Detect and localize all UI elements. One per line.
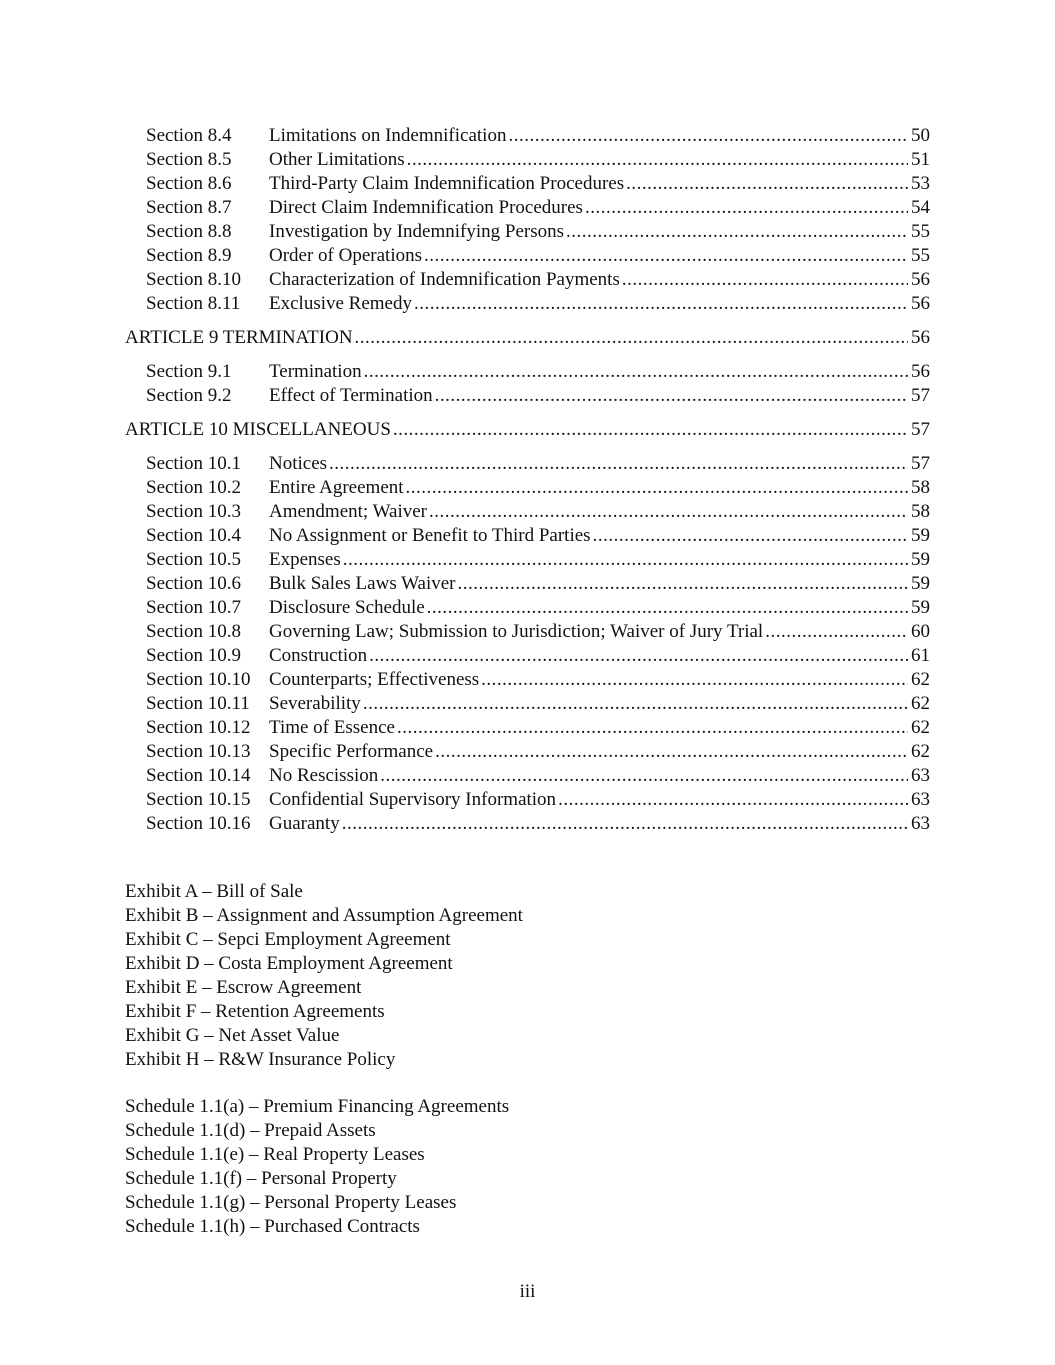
section-title: Specific Performance: [269, 741, 434, 762]
section-number: Section 10.1: [146, 453, 241, 474]
section-title: No Assignment or Benefit to Third Parties: [269, 525, 591, 546]
dot-leader: [508, 124, 908, 148]
toc-entry: [146, 220, 930, 244]
dot-leader: [558, 788, 908, 812]
exhibit-item: Exhibit H – R&W Insurance Policy: [125, 1049, 396, 1070]
toc-entry: [146, 692, 930, 716]
page-ref: 54: [911, 197, 930, 218]
dot-leader: [626, 172, 908, 196]
section-title: Expenses: [269, 549, 341, 570]
section-title: Amendment; Waiver: [269, 501, 427, 522]
page-ref: 53: [911, 173, 930, 194]
dot-leader: [427, 596, 908, 620]
section-title: Exclusive Remedy: [269, 293, 412, 314]
article-title: ARTICLE 10 MISCELLANEOUS: [125, 419, 391, 440]
page-ref: 59: [911, 573, 930, 594]
dot-leader: [435, 740, 908, 764]
toc-entry: [146, 620, 930, 644]
page-ref: 59: [911, 525, 930, 546]
section-number: Section 10.6: [146, 573, 241, 594]
dot-leader: [407, 148, 908, 172]
dot-leader: [414, 292, 908, 316]
section-number: Section 10.11: [146, 693, 250, 714]
toc-entry: [146, 244, 930, 268]
section-title: Termination: [269, 361, 362, 382]
toc-entry: [146, 196, 930, 220]
page-ref: 56: [911, 327, 930, 348]
page-ref: 63: [911, 765, 930, 786]
page-ref: 62: [911, 741, 930, 762]
schedule-item: Schedule 1.1(a) – Premium Financing Agreements: [125, 1096, 510, 1117]
dot-leader: [424, 244, 908, 268]
section-number: Section 10.16: [146, 813, 251, 834]
page-ref: 60: [911, 621, 930, 642]
dot-leader: [355, 326, 908, 350]
page-ref: 63: [911, 789, 930, 810]
schedule-item: Schedule 1.1(d) – Prepaid Assets: [125, 1120, 376, 1141]
toc-entry: [146, 360, 930, 384]
page-ref: 59: [911, 549, 930, 570]
section-title: Bulk Sales Laws Waiver: [269, 573, 456, 594]
toc-entry: [146, 500, 930, 524]
schedule-item: Schedule 1.1(f) – Personal Property: [125, 1168, 397, 1189]
toc-entry: [146, 716, 930, 740]
section-number: Section 10.5: [146, 549, 241, 570]
page-ref: 57: [911, 419, 930, 440]
toc-entry: [146, 172, 930, 196]
section-number: Section 10.8: [146, 621, 241, 642]
section-title: Third-Party Claim Indemnification Procedures: [269, 173, 625, 194]
section-number: Section 8.11: [146, 293, 241, 314]
section-title: Entire Agreement: [269, 477, 404, 498]
toc-entry: [146, 764, 930, 788]
section-title: Severability: [269, 693, 361, 714]
dot-leader: [622, 268, 908, 292]
toc-entry: [146, 740, 930, 764]
page-ref: 62: [911, 669, 930, 690]
section-title: Governing Law; Submission to Jurisdiction; Waiver of Jury Trial: [269, 621, 764, 642]
section-number: Section 10.4: [146, 525, 241, 546]
page-ref: 59: [911, 597, 930, 618]
toc-entry: [146, 476, 930, 500]
section-number: Section 10.13: [146, 741, 251, 762]
dot-leader: [329, 452, 908, 476]
section-title: Direct Claim Indemnification Procedures: [269, 197, 583, 218]
section-number: Section 10.7: [146, 597, 241, 618]
page-ref: 51: [911, 149, 930, 170]
section-number: Section 10.14: [146, 765, 251, 786]
dot-leader: [342, 812, 908, 836]
exhibit-item: Exhibit F – Retention Agreements: [125, 1001, 385, 1022]
dot-leader: [458, 572, 908, 596]
section-title: Disclosure Schedule: [269, 597, 425, 618]
section-number: Section 10.9: [146, 645, 241, 666]
page-ref: 61: [911, 645, 930, 666]
toc-entry: [146, 452, 930, 476]
section-number: Section 10.12: [146, 717, 251, 738]
toc-entry: [146, 644, 930, 668]
dot-leader: [364, 360, 908, 384]
page-ref: 63: [911, 813, 930, 834]
exhibit-item: Exhibit G – Net Asset Value: [125, 1025, 340, 1046]
dot-leader: [406, 476, 908, 500]
toc-entry: [146, 524, 930, 548]
toc-entry: [146, 148, 930, 172]
section-title: Counterparts; Effectiveness: [269, 669, 480, 690]
section-number: Section 8.10: [146, 269, 241, 290]
section-number: Section 10.3: [146, 501, 241, 522]
page-ref: 50: [911, 125, 930, 146]
page-ref: 57: [911, 453, 930, 474]
section-number: Section 8.4: [146, 125, 232, 146]
section-number: Section 8.5: [146, 149, 232, 170]
toc-entry: [146, 596, 930, 620]
dot-leader: [481, 668, 908, 692]
section-title: Characterization of Indemnification Payments: [269, 269, 620, 290]
page-ref: 62: [911, 693, 930, 714]
section-number: Section 10.10: [146, 669, 251, 690]
dot-leader: [765, 620, 908, 644]
exhibit-item: Exhibit B – Assignment and Assumption Agreement: [125, 905, 523, 926]
dot-leader: [380, 764, 908, 788]
schedule-item: Schedule 1.1(g) – Personal Property Leases: [125, 1192, 457, 1213]
page-ref: 56: [911, 361, 930, 382]
toc-entry: [146, 268, 930, 292]
toc-entry: [146, 812, 930, 836]
exhibit-item: Exhibit C – Sepci Employment Agreement: [125, 929, 451, 950]
toc-entry: [146, 572, 930, 596]
section-title: Guaranty: [269, 813, 340, 834]
section-title: Order of Operations: [269, 245, 423, 266]
dot-leader: [435, 384, 908, 408]
section-number: Section 8.6: [146, 173, 232, 194]
page-ref: 56: [911, 293, 930, 314]
toc-article: [125, 326, 930, 350]
section-title: Effect of Termination: [269, 385, 433, 406]
dot-leader: [593, 524, 908, 548]
page-ref: 62: [911, 717, 930, 738]
dot-leader: [429, 500, 908, 524]
schedule-item: Schedule 1.1(h) – Purchased Contracts: [125, 1216, 420, 1237]
page-ref: 56: [911, 269, 930, 290]
page-ref: 55: [911, 221, 930, 242]
section-number: Section 8.7: [146, 197, 232, 218]
page-ref: 58: [911, 477, 930, 498]
section-number: Section 9.1: [146, 361, 232, 382]
section-number: Section 9.2: [146, 385, 232, 406]
dot-leader: [363, 692, 908, 716]
exhibit-item: Exhibit D – Costa Employment Agreement: [125, 953, 453, 974]
dot-leader: [397, 716, 908, 740]
section-number: Section 8.8: [146, 221, 232, 242]
page-number: iii: [519, 1281, 536, 1302]
exhibit-item: Exhibit E – Escrow Agreement: [125, 977, 362, 998]
page-ref: 57: [911, 385, 930, 406]
toc-entry: [146, 384, 930, 408]
section-title: No Rescission: [269, 765, 379, 786]
schedule-item: Schedule 1.1(e) – Real Property Leases: [125, 1144, 425, 1165]
toc-entry: [146, 788, 930, 812]
dot-leader: [343, 548, 908, 572]
toc-entry: [146, 292, 930, 316]
page-ref: 55: [911, 245, 930, 266]
section-title: Investigation by Indemnifying Persons: [269, 221, 564, 242]
dot-leader: [566, 220, 908, 244]
exhibit-item: Exhibit A – Bill of Sale: [125, 881, 303, 902]
section-number: Section 10.15: [146, 789, 251, 810]
section-number: Section 10.2: [146, 477, 241, 498]
section-title: Time of Essence: [269, 717, 395, 738]
dot-leader: [585, 196, 908, 220]
toc-entry: [146, 124, 930, 148]
section-title: Other Limitations: [269, 149, 405, 170]
page-ref: 58: [911, 501, 930, 522]
section-title: Limitations on Indemnification: [269, 125, 507, 146]
toc-entry: [146, 668, 930, 692]
dot-leader: [393, 418, 908, 442]
section-title: Confidential Supervisory Information: [269, 789, 557, 810]
dot-leader: [369, 644, 908, 668]
toc-entry: [146, 548, 930, 572]
section-number: Section 8.9: [146, 245, 232, 266]
article-title: ARTICLE 9 TERMINATION: [125, 327, 353, 348]
section-title: Notices: [269, 453, 328, 474]
section-title: Construction: [269, 645, 368, 666]
toc-article: [125, 418, 930, 442]
